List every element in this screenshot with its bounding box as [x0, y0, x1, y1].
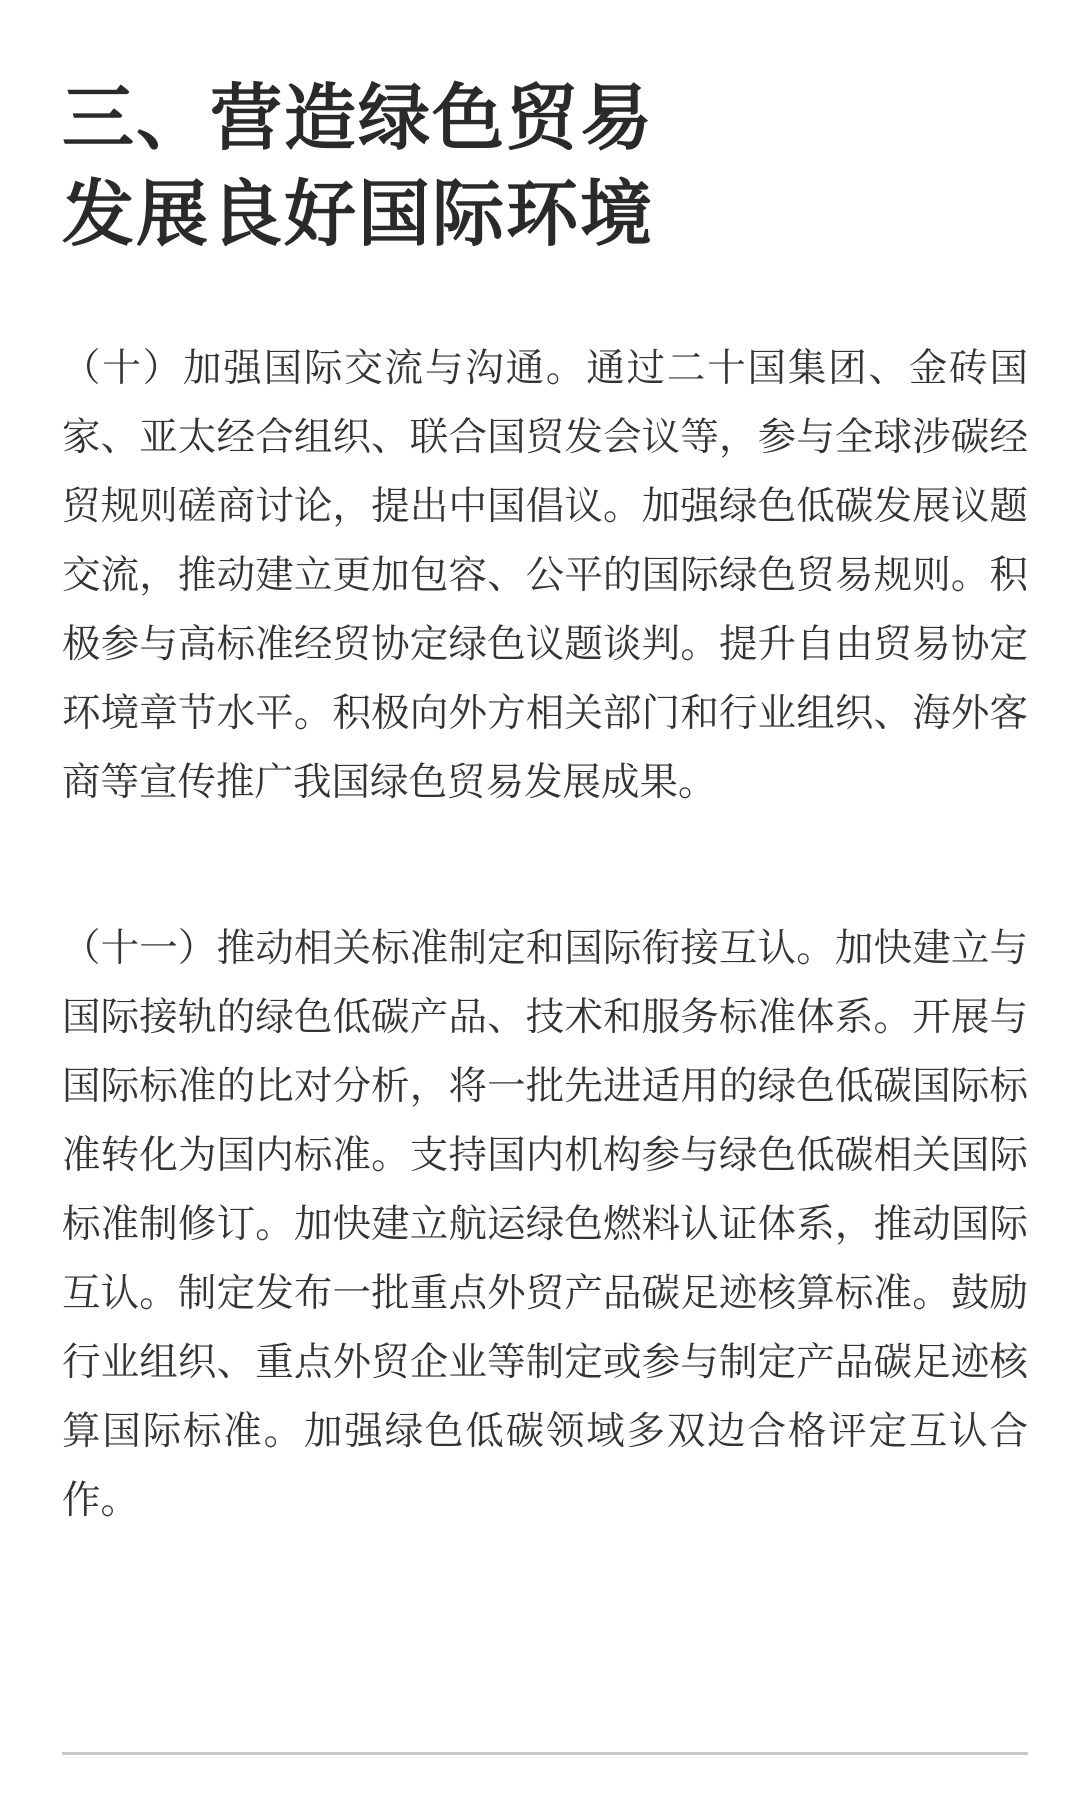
bottom-divider	[62, 1752, 1028, 1755]
paragraph-item-11: （十一）推动相关标准制定和国际衔接互认。加快建立与国际接轨的绿色低碳产品、技术和服务标准体系。开展与国际标准的比对分析，将一批先进适用的绿色低碳国际标准转化为国内标准。支持国内机构参与绿色低碳相关国际标准制修订。加快建立航运绿色燃料认证体系，推动国际互认。制定发布一批重点外贸产品碳足迹核算标准。鼓励行业组织、重点外贸企业等制定或参与制定产品碳足迹核算国际标准。加强绿色低碳领域多双边合格评定互认合作。	[62, 926, 1028, 1523]
section-title-line-2: 发展良好国际环境	[62, 171, 655, 256]
paragraph-item-10: （十）加强国际交流与沟通。通过二十国集团、金砖国家、亚太经合组织、联合国贸发会议等，参与全球涉碳经贸规则磋商讨论，提出中国倡议。加强绿色低碳发展议题交流，推动建立更加包容、公平的国际绿色贸易规则。积极参与高标准经贸协定绿色议题谈判。提升自由贸易协定环境章节水平。积极向外方相关部门和行业组织、海外客商等宣传推广我国绿色贸易发展成果。	[62, 346, 1028, 805]
section-title	[62, 70, 1022, 262]
section-title-line-1: 三、营造绿色贸易	[62, 75, 655, 160]
